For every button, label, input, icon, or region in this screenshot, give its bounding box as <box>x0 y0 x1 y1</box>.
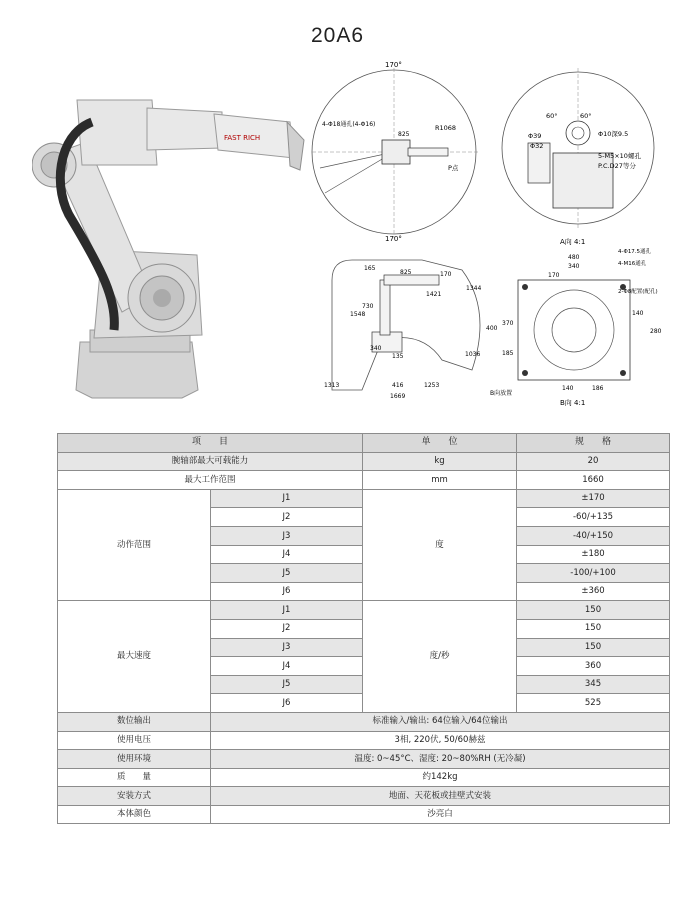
joint-spec: ±360 <box>517 582 670 601</box>
threads-label: 5-M5×10螺孔 <box>598 152 641 160</box>
holes-label: 2-Φ8配置(配孔) <box>618 289 658 295</box>
base-view-drawing <box>480 245 670 414</box>
joint-label: J2 <box>211 619 363 638</box>
dimension-label: 416 <box>392 382 404 389</box>
joint-spec: 150 <box>517 638 670 657</box>
dimension-label: 170 <box>548 272 560 279</box>
group-label-motion: 动作范围 <box>58 489 211 601</box>
angle-label: 170° <box>385 235 402 243</box>
joint-label: J6 <box>211 694 363 713</box>
group-unit-motion: 度 <box>363 489 517 601</box>
dimension-label: 825 <box>400 269 412 276</box>
angle-label: 60° <box>546 112 558 120</box>
side-view-drawing <box>322 250 497 409</box>
view-caption: A向 4:1 <box>560 238 586 246</box>
header-spec: 规 格 <box>517 434 670 453</box>
joint-label: J1 <box>211 601 363 620</box>
dimension-label: 165 <box>364 265 376 272</box>
dimension-label: 186 <box>592 385 604 392</box>
row-value: 3相, 220伏, 50/60赫兹 <box>211 731 670 750</box>
robot-illustration <box>32 80 307 414</box>
joint-label: J5 <box>211 564 363 583</box>
row-value: 温度: 0~45°C、湿度: 20~80%RH (无冷凝) <box>211 750 670 769</box>
dimension-label: 480 <box>568 254 580 261</box>
row-unit: kg <box>363 452 517 471</box>
joint-spec: -40/+150 <box>517 526 670 545</box>
diameter-label: Φ32 <box>530 142 544 150</box>
arc-label: R1068 <box>435 124 457 132</box>
point-label: P点 <box>448 164 459 172</box>
dimension-label: 1253 <box>424 382 440 389</box>
joint-spec: 525 <box>517 694 670 713</box>
view-caption: B向放置 <box>490 390 513 397</box>
joint-spec: 150 <box>517 619 670 638</box>
header-unit: 单 位 <box>363 434 517 453</box>
row-label: 使用环境 <box>58 750 211 769</box>
diameter-label: Φ39 <box>528 132 542 140</box>
row-label: 安装方式 <box>58 787 211 806</box>
dimension-label: 1344 <box>466 285 482 292</box>
joint-label: J5 <box>211 675 363 694</box>
row-label: 使用电压 <box>58 731 211 750</box>
spec-table <box>57 433 670 824</box>
holes-label: 4-Φ17.5通孔 <box>618 249 652 255</box>
page-title: 20A6 <box>310 24 365 47</box>
dimension-label: 170 <box>440 271 452 278</box>
joint-spec: -100/+100 <box>517 564 670 583</box>
dimension-label: 1421 <box>426 291 442 298</box>
dimension-label: 1669 <box>390 393 406 400</box>
row-value: 约142kg <box>211 768 670 787</box>
joint-spec: 150 <box>517 601 670 620</box>
row-label: 最大工作范围 <box>58 471 363 490</box>
bolt-circle-label: Φ10深9.5 <box>598 130 629 138</box>
row-label: 质 量 <box>58 768 211 787</box>
row-label: 数位输出 <box>58 712 211 731</box>
angle-label: 60° <box>580 112 592 120</box>
row-unit: mm <box>363 471 517 490</box>
joint-spec: ±170 <box>517 489 670 508</box>
dimension-label: 135 <box>392 353 404 360</box>
row-value: 地面、天花板或挂壁式安装 <box>211 787 670 806</box>
joint-label: J4 <box>211 545 363 564</box>
dimension-label: 1313 <box>324 382 340 389</box>
angle-label: 170° <box>385 61 402 69</box>
dimension-label: 370 <box>502 320 514 327</box>
dimension-label: 280 <box>650 328 662 335</box>
header-item: 项 目 <box>58 434 363 453</box>
dimension-label: 140 <box>632 310 644 317</box>
dimension-label: 340 <box>568 263 580 270</box>
dimension-label: 825 <box>398 131 410 138</box>
dimension-label: 340 <box>370 345 382 352</box>
joint-label: J2 <box>211 508 363 527</box>
joint-label: J3 <box>211 638 363 657</box>
group-unit-speed: 度/秒 <box>363 601 517 713</box>
dimension-label: 1036 <box>465 351 481 358</box>
row-label: 腕轴部最大可载能力 <box>58 452 363 471</box>
joint-label: J3 <box>211 526 363 545</box>
dimension-label: 185 <box>502 350 514 357</box>
row-spec: 1660 <box>517 471 670 490</box>
joint-label: J6 <box>211 582 363 601</box>
joint-spec: 345 <box>517 675 670 694</box>
row-value: 标准输入/输出: 64位输入/64位输出 <box>211 712 670 731</box>
brand-label: FAST RICH <box>224 134 261 142</box>
joint-label: J1 <box>211 489 363 508</box>
dimension-label: 140 <box>562 385 574 392</box>
view-caption: B向 4:1 <box>560 399 586 407</box>
row-spec: 20 <box>517 452 670 471</box>
dimension-label: 400 <box>486 325 498 332</box>
joint-spec: 360 <box>517 657 670 676</box>
top-view-drawing <box>300 58 490 252</box>
holes-label: 4-Φ18通孔(4-Φ16) <box>322 121 376 128</box>
dimension-label: 730 <box>362 303 374 310</box>
row-label: 本体颜色 <box>58 805 211 824</box>
dimension-label: 1548 <box>350 311 366 318</box>
row-value: 沙亮白 <box>211 805 670 824</box>
group-label-speed: 最大速度 <box>58 601 211 713</box>
joint-label: J4 <box>211 657 363 676</box>
pcd-label: P.C.D27等分 <box>598 162 636 170</box>
flange-view-drawing <box>498 58 670 252</box>
holes-label: 4-M16通孔 <box>618 261 647 267</box>
joint-spec: ±180 <box>517 545 670 564</box>
joint-spec: -60/+135 <box>517 508 670 527</box>
